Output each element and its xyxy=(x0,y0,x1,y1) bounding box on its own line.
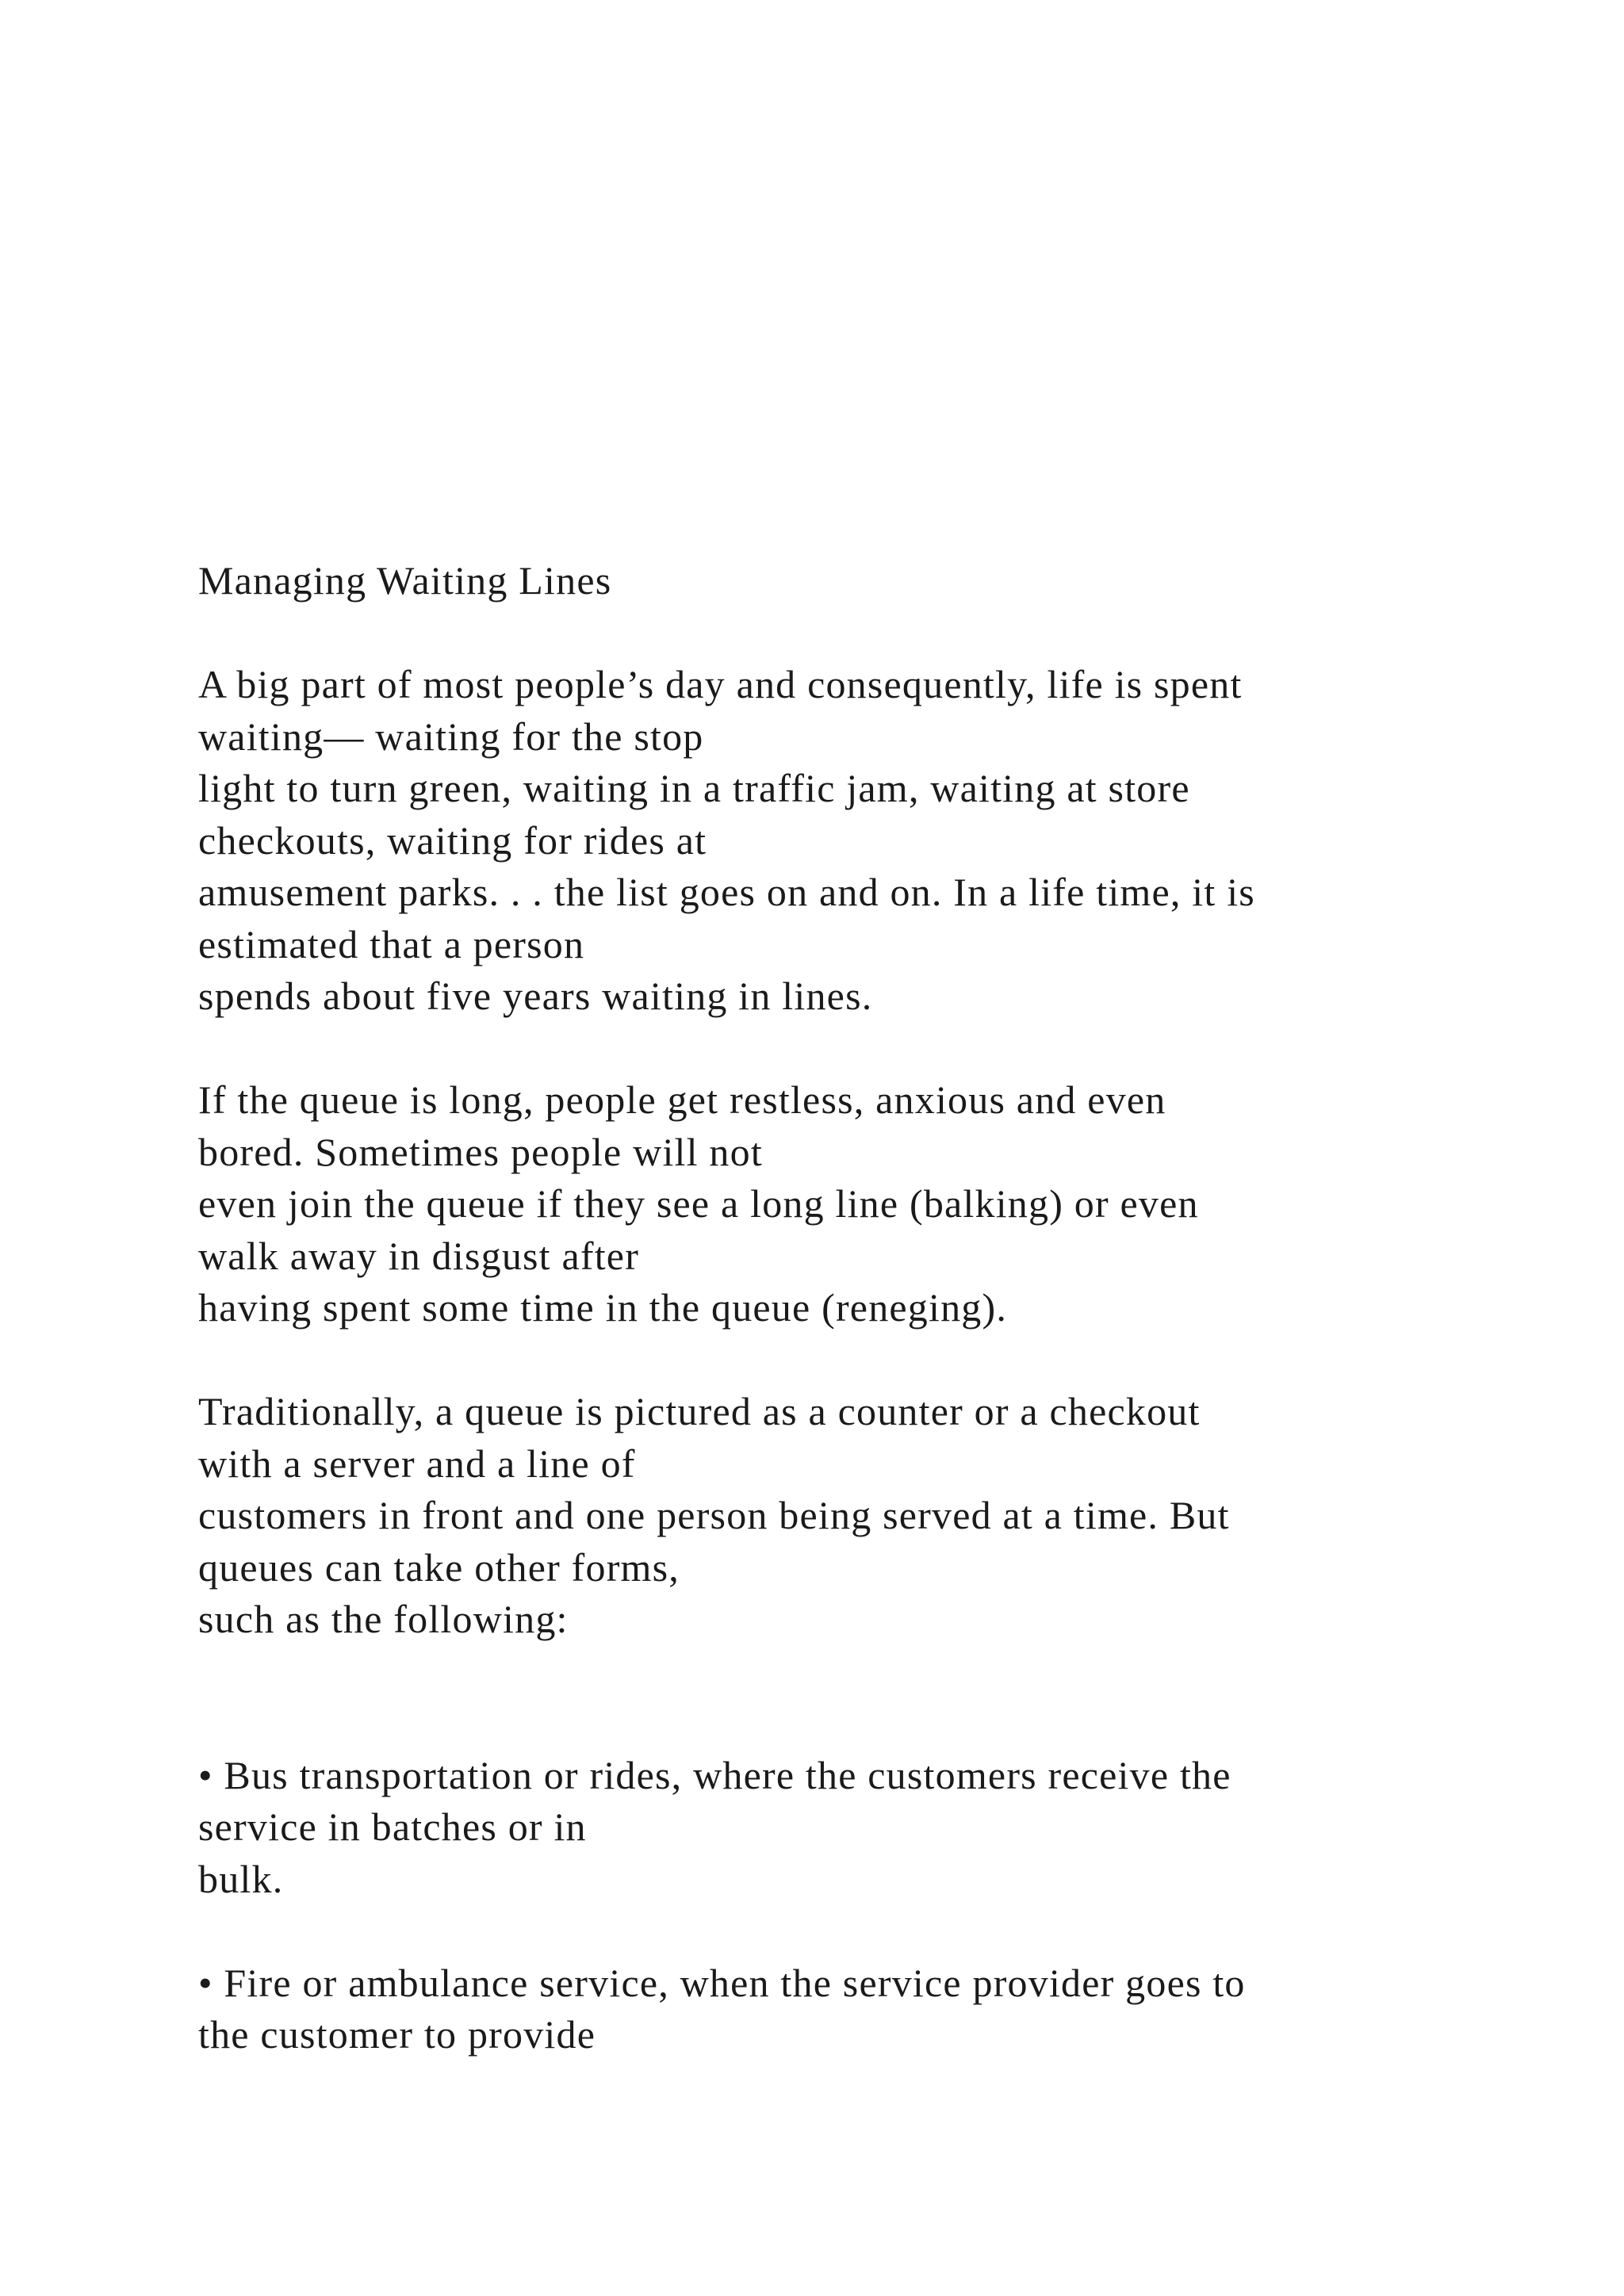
text-line: bored. Sometimes people will not xyxy=(198,1129,763,1174)
text-line: even join the queue if they see a long line (balking) or even xyxy=(198,1181,1199,1226)
text-line: such as the following: xyxy=(198,1597,569,1641)
paragraph-gap xyxy=(198,1646,1546,1750)
text-line: light to turn green, waiting in a traffic jam, waiting at store xyxy=(198,766,1190,810)
paragraph-gap xyxy=(198,1905,1546,1957)
text-line: If the queue is long, people get restless, anxious and even xyxy=(198,1077,1166,1122)
bullet-line: the customer to provide xyxy=(198,2012,596,2057)
text-line: A big part of most people’s day and consequently, life is spent xyxy=(198,662,1243,706)
paragraph-gap xyxy=(198,607,1546,660)
text-line: having spent some time in the queue (reneging). xyxy=(198,1285,1008,1330)
bullet-item-bus xyxy=(198,1750,1546,1906)
text-line: checkouts, waiting for rides at xyxy=(198,817,707,863)
text-line: customers in front and one person being served at a time. But xyxy=(198,1493,1230,1537)
paragraph-intro xyxy=(198,659,1546,1023)
bullet-line: bulk. xyxy=(198,1856,284,1901)
text-line: queues can take other forms, xyxy=(198,1544,680,1590)
text-line: with a server and a line of xyxy=(198,1441,636,1486)
text-line: spends about five years waiting in lines. xyxy=(198,974,873,1018)
paragraph-traditional-queue xyxy=(198,1386,1546,1646)
text-line: Traditionally, a queue is pictured as a counter or a checkout xyxy=(198,1389,1201,1433)
document-body xyxy=(198,555,1546,2061)
bullet-line: service in batches or in xyxy=(198,1804,587,1849)
text-line: estimated that a person xyxy=(198,921,585,966)
paragraph-gap xyxy=(198,1334,1546,1387)
paragraph-gap xyxy=(198,1023,1546,1075)
text-line: walk away in disgust after xyxy=(198,1233,640,1278)
bullet-line: • Fire or ambulance service, when the service provider goes to xyxy=(198,1960,1246,2005)
bullet-item-fire-ambulance xyxy=(198,1957,1546,2061)
document-title: Managing Waiting Lines xyxy=(198,558,612,603)
text-line: waiting— waiting for the stop xyxy=(198,714,704,759)
text-line: amusement parks. . . the list goes on and on. In a life time, it is xyxy=(198,870,1255,914)
paragraph-queue-behavior xyxy=(198,1074,1546,1334)
bullet-line: • Bus transportation or rides, where the customers receive the xyxy=(198,1752,1231,1797)
